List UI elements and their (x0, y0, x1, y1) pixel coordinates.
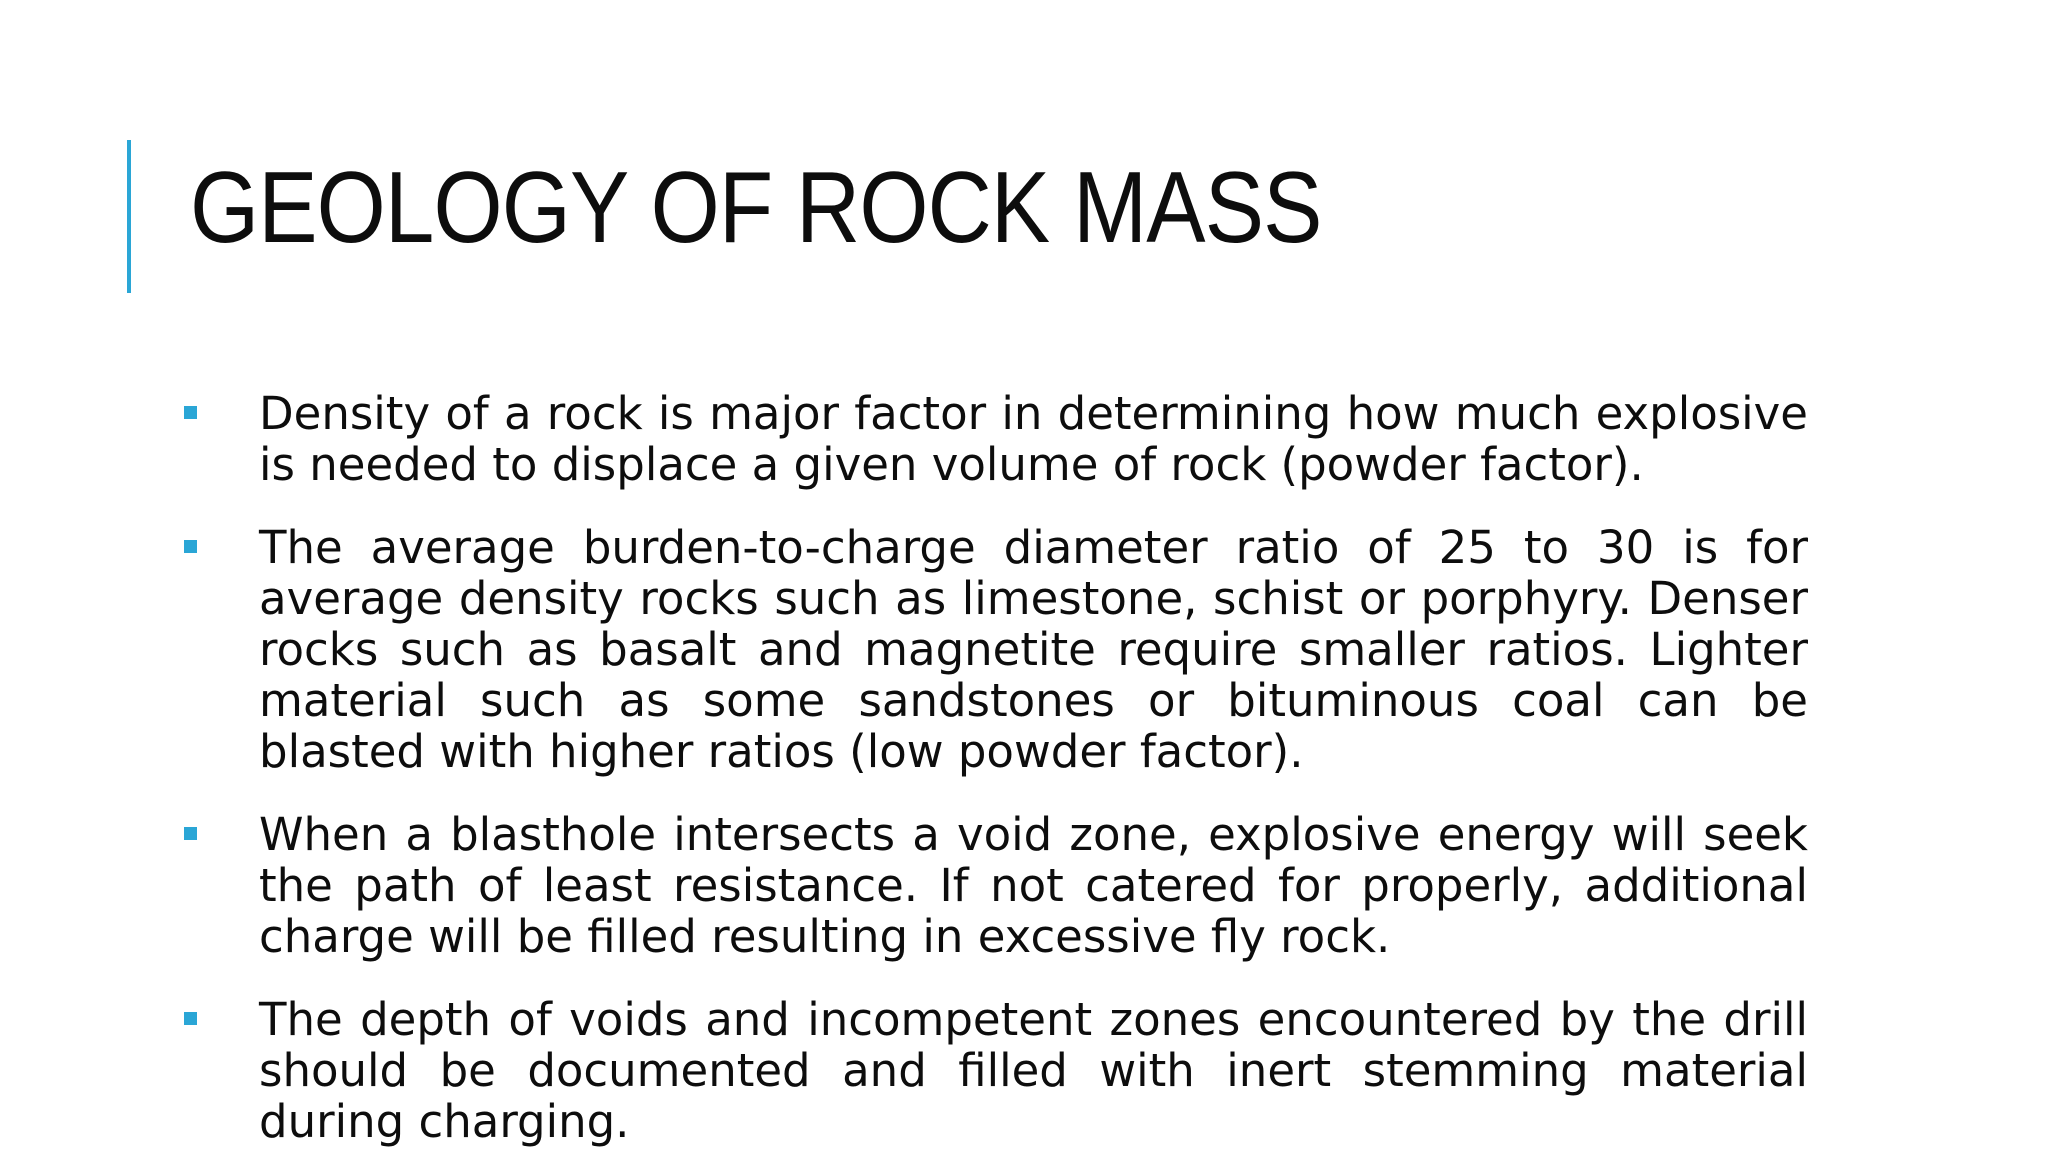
bullet-list (182, 388, 1808, 1152)
bullet-text: The depth of voids and incompetent zones encountered by the drill should be documented and filled with inert stemming material during charging. (259, 993, 1808, 1148)
bullet-item-burden-ratio (182, 522, 1808, 777)
square-bullet-icon (184, 1012, 197, 1025)
square-bullet-icon (184, 827, 197, 840)
bullet-item-density (182, 388, 1808, 490)
bullet-text: When a blasthole intersects a void zone, explosive energy will seek the path of least resistance. If not catered for properly, additional charge will be filled resulting in excessive fly rock. (259, 808, 1808, 963)
bullet-text: The average burden-to-charge diameter ratio of 25 to 30 is for average density rocks such as limestone, schist or porphyry. Denser rocks such as basalt and magnetite require smaller ratios. Lighter material such as some sandstones or bituminous coal can be blasted with higher ratios (low powder factor). (259, 521, 1808, 778)
bullet-item-void-zone (182, 809, 1808, 962)
square-bullet-icon (184, 540, 197, 553)
title-accent-bar (127, 140, 131, 293)
square-bullet-icon (184, 406, 197, 419)
bullet-item-voids-depth (182, 994, 1808, 1147)
bullet-text: Density of a rock is major factor in determining how much explosive is needed to displace a given volume of rock (powder factor). (259, 387, 1808, 491)
slide-title: GEOLOGY OF ROCK MASS (190, 152, 1322, 264)
